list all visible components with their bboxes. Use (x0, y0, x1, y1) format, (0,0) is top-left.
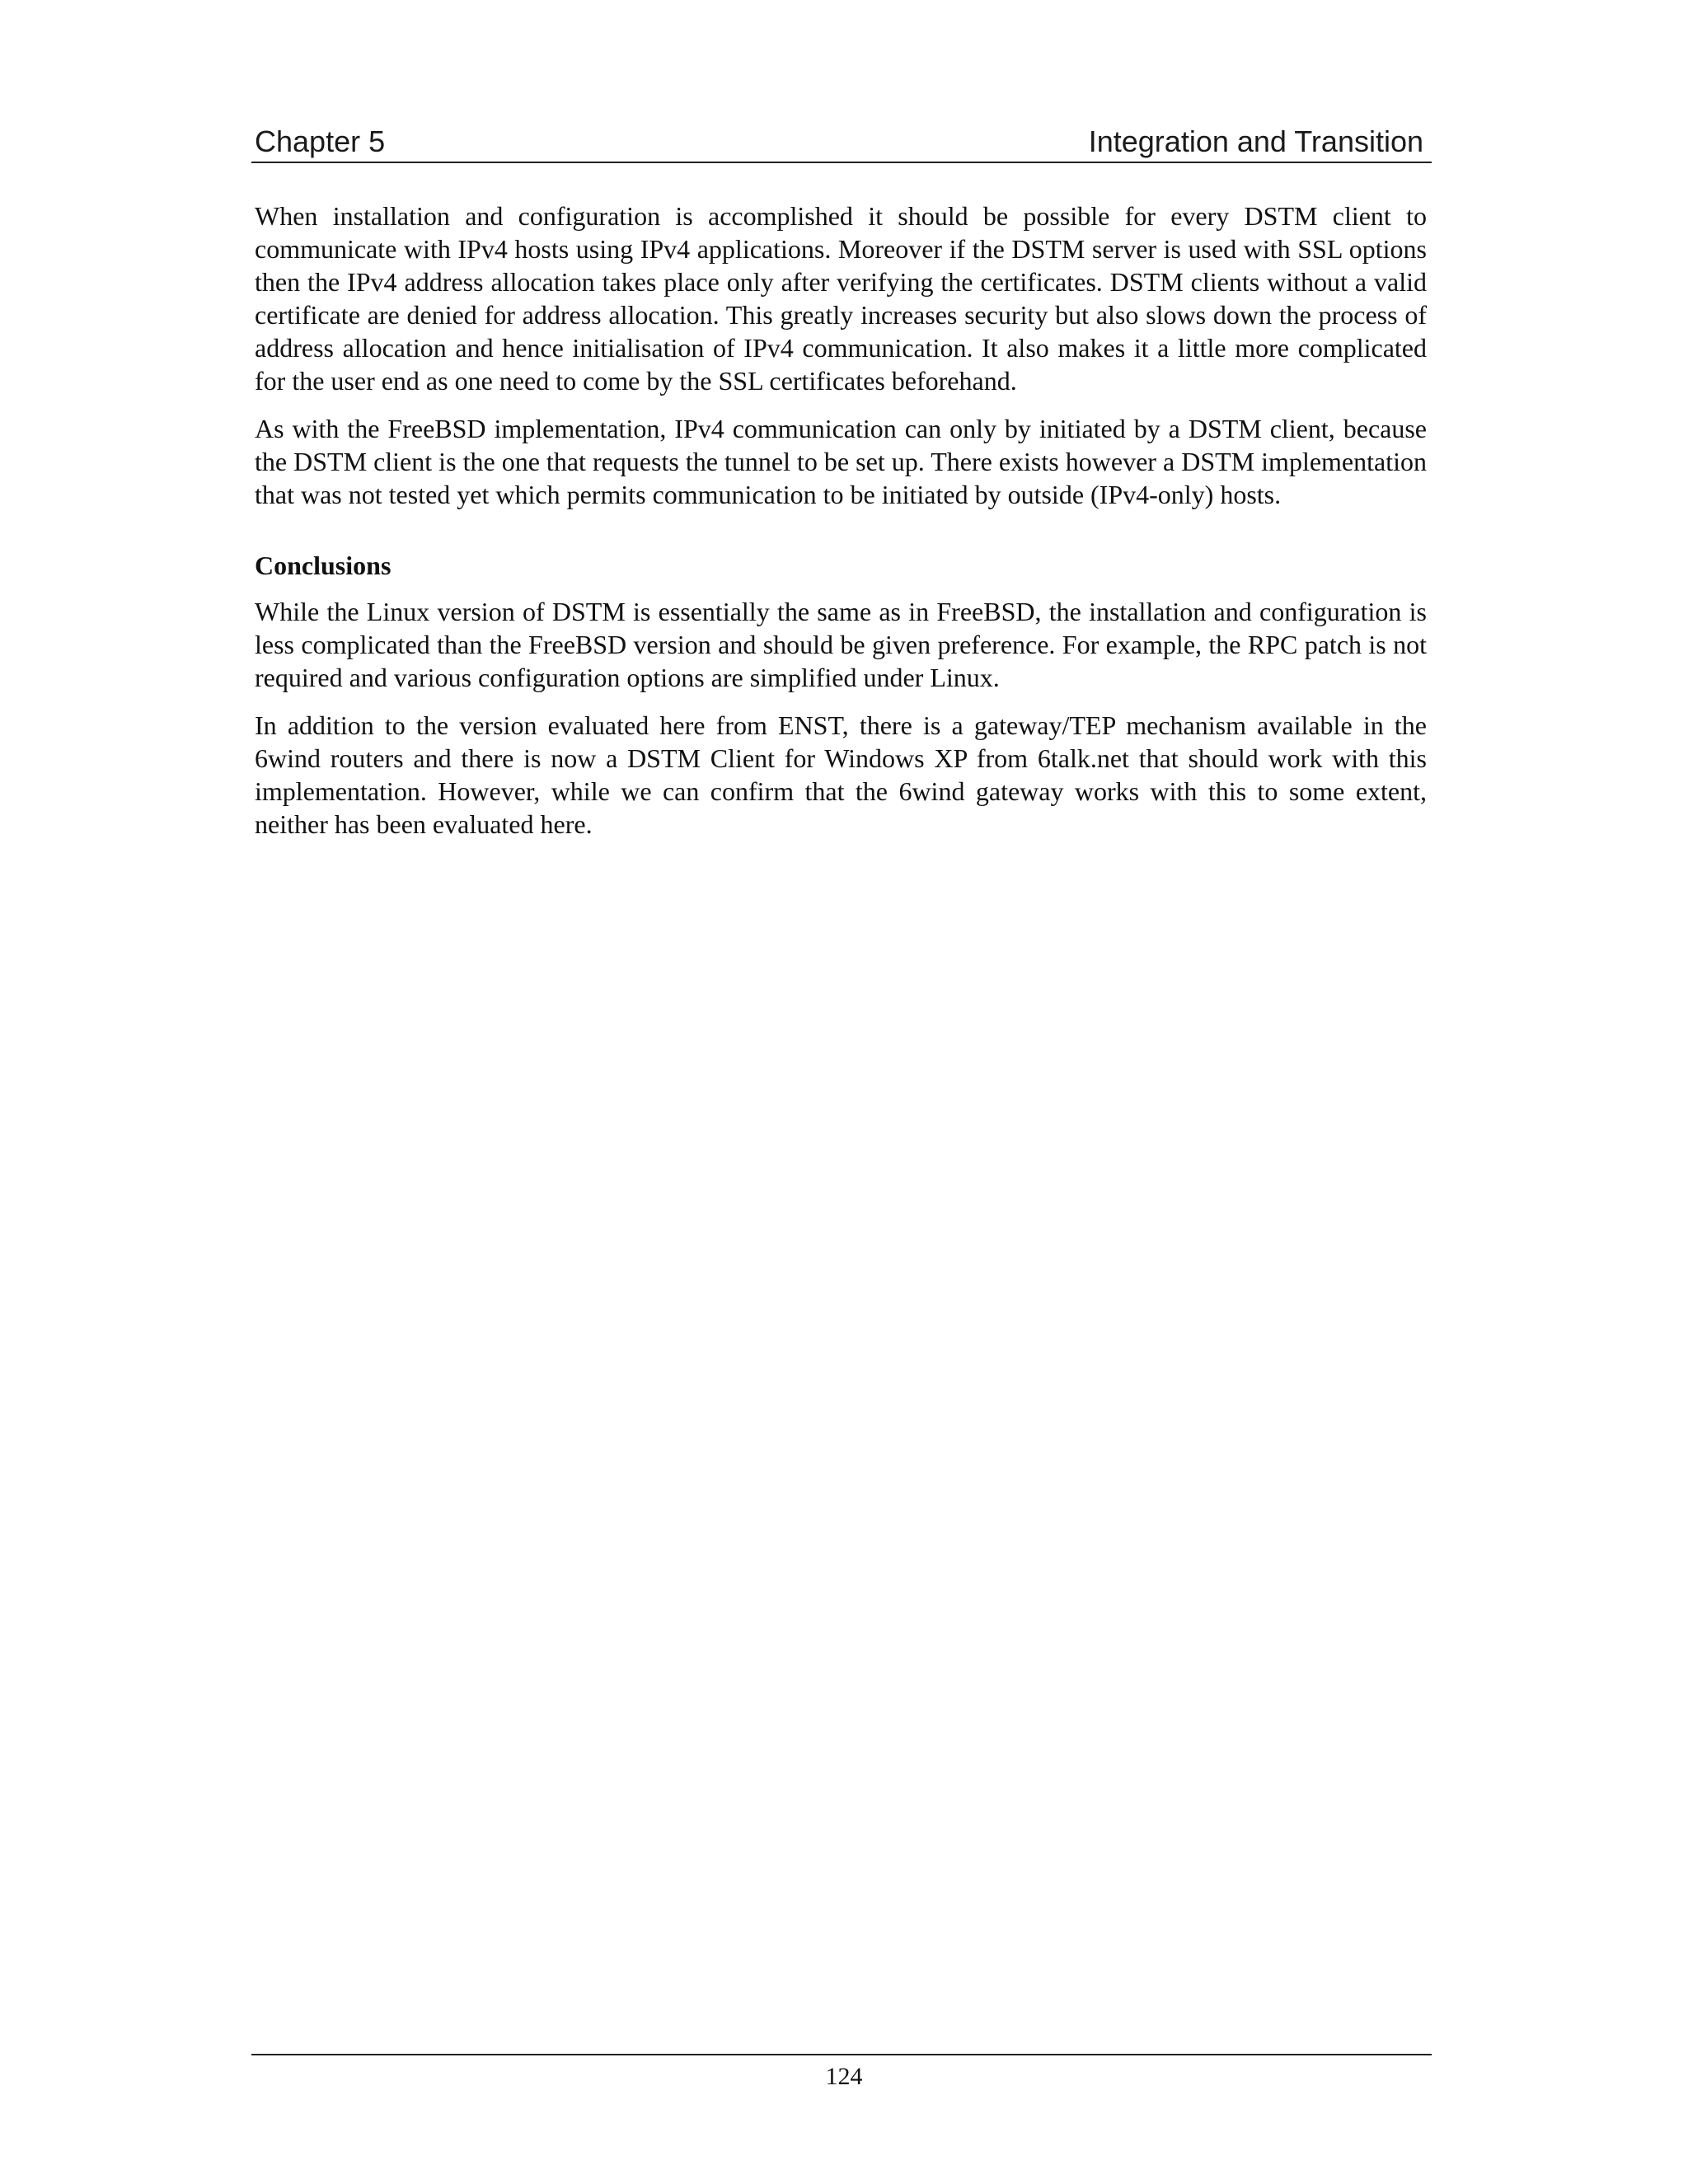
body-paragraph: When installation and configuration is accomplished it should be possible for every DSTM client to communicate with IPv4 hosts using IPv4 applications. Moreover if the DSTM server is used with SSL options then the IPv4 address allocation takes place only after verifying the certificates. DSTM clients without a valid certificate are denied for address allocation. This greatly increases security but also slows down the process of address allocation and hence initialisation of IPv4 communication. It also makes it a little more complicated for the user end as one need to come by the SSL certificates beforehand. (255, 201, 1427, 396)
page-number: 124 (825, 2063, 863, 2090)
chapter-label: Chapter 5 (255, 124, 386, 158)
body-paragraph: As with the FreeBSD implementation, IPv4 communication can only by initiated by a DSTM client, because the DSTM client is the one that requests the tunnel to be set up. There exists however a DSTM implementation that was not tested yet which permits communication to be initiated by outside (IPv4-only) hosts. (255, 414, 1427, 509)
conclusions-paragraph: While the Linux version of DSTM is essentially the same as in FreeBSD, the installation and configuration is less complicated than the FreeBSD version and should be given preference. For example, the RPC patch is not required and various configuration options are simplified under Linux. (255, 597, 1427, 692)
conclusions-paragraph: In addition to the version evaluated here from ENST, there is a gateway/TEP mechanism available in the 6wind routers and there is now a DSTM Client for Windows XP from 6talk.net that should work with this implementation. However, while we can confirm that the 6wind gateway works with this to some extent, neither has been evaluated here. (255, 710, 1427, 839)
page-body (255, 199, 1427, 855)
page-header (251, 122, 1432, 163)
footer-divider (251, 2054, 1432, 2055)
section-title: Integration and Transition (1088, 124, 1423, 158)
conclusions-heading: Conclusions (255, 551, 392, 580)
